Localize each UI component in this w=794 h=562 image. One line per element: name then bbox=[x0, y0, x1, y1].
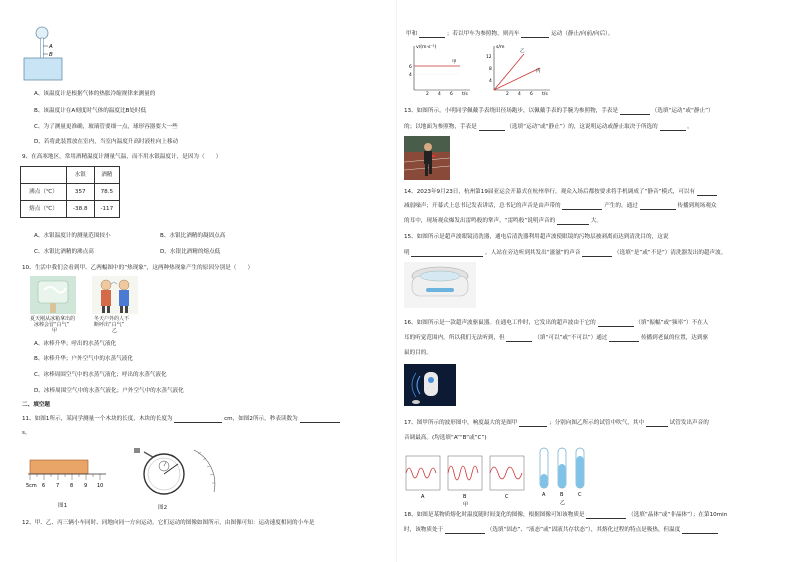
q14-text3: 产生的，通过 bbox=[604, 203, 638, 209]
q13-blank2[interactable] bbox=[479, 125, 505, 131]
wave-label-c: C bbox=[505, 494, 509, 500]
q17-blank1[interactable] bbox=[519, 421, 547, 427]
q13-text5: 。 bbox=[687, 124, 693, 130]
popsicle-image bbox=[30, 276, 76, 314]
ruler-tick-9: 9 bbox=[84, 483, 88, 489]
q14-text5: 的耳中，现场观众爆发出雷鸣般的掌声，“雷鸣般”说明声音的 bbox=[404, 218, 556, 224]
tube-label-b: B bbox=[560, 492, 564, 498]
q12-cont-text2: ；若以甲车为参照物，则丙车 bbox=[446, 31, 520, 37]
q9-option-a: A、水银温度计的测量范围较小 bbox=[34, 233, 111, 239]
q15-text2: 。人站在旁边听到其发出“滋滋”的声音 bbox=[485, 250, 581, 256]
q16-text3: 耳的听觉范围内，所以我们无法听到，但 bbox=[404, 335, 505, 341]
q10-caption-jia-1: 夏天刚从冰箱拿出的 bbox=[30, 316, 76, 322]
q11-unit-text: cm，如图2所示，秒表读数为 bbox=[224, 416, 298, 422]
vt-xtick-2: 2 bbox=[426, 92, 429, 96]
q12-stem: 12、甲、乙、丙三辆小车同时、同地向同一方向运动，它们运动的图像如图所示，由图像可知：运动速度相同的小车是 bbox=[22, 520, 315, 526]
q18-line2 bbox=[404, 527, 718, 534]
q15-line2 bbox=[404, 250, 726, 257]
column-divider bbox=[396, 0, 397, 562]
table-header-mercury: 水银 bbox=[66, 167, 94, 184]
test-tubes-figure bbox=[536, 446, 590, 508]
outdoor-breath-image bbox=[92, 276, 138, 314]
st-graph bbox=[484, 42, 554, 96]
q13-blank3[interactable] bbox=[660, 125, 686, 131]
ruler-tick-10: 10 bbox=[97, 483, 104, 489]
label-b: B bbox=[49, 52, 53, 58]
q12-cont-text3: 运动（静止/向前/向后）。 bbox=[551, 31, 614, 37]
q12-continuation bbox=[406, 31, 614, 38]
st-ytick-12: 12 bbox=[486, 55, 492, 60]
q14-blank4[interactable] bbox=[557, 219, 589, 225]
row-boiling-alcohol: 78.5 bbox=[94, 184, 119, 201]
q11-length-blank[interactable] bbox=[174, 417, 222, 423]
row-boiling-label: 沸点（℃） bbox=[21, 184, 67, 201]
q16-blank2[interactable] bbox=[506, 336, 532, 342]
row-melting-alcohol: -117 bbox=[94, 201, 119, 218]
st-series-bing: 丙 bbox=[536, 69, 541, 74]
q11-line1 bbox=[22, 416, 340, 423]
q9-option-b: B、水银比酒精的凝固点高 bbox=[160, 233, 226, 239]
q13-text2: （选填“运动”或“静止”） bbox=[651, 108, 714, 114]
vt-xtick-4: 4 bbox=[438, 92, 441, 96]
tube-label-a: A bbox=[542, 492, 546, 498]
q9-option-c: C、水银比酒精的沸点高 bbox=[34, 249, 94, 255]
q17-line1 bbox=[404, 420, 709, 427]
wave-group-label: 甲 bbox=[463, 502, 469, 508]
q10-caption-yi-label: 乙 bbox=[112, 328, 118, 334]
q8-option-b: B、该温度计在A刻度时气体的温度比B处时低 bbox=[34, 108, 147, 114]
ruler-figure bbox=[26, 456, 108, 500]
q10-caption-yi-2: 断呼出“白气” bbox=[94, 322, 125, 328]
q16-text4: （填“可以”或“不可以”）通过 bbox=[534, 335, 608, 341]
q18-blank2[interactable] bbox=[445, 528, 485, 534]
q13-text1: 13、如图所示，小明同学佩戴手表绕田径场跑步，以佩戴手表的手腕为参照物，手表是 bbox=[404, 108, 619, 114]
st-xtick-2: 2 bbox=[506, 92, 509, 96]
q10-option-d: D、冰棒周围空气中的水蒸气液化；户外空气中的水蒸气液化 bbox=[34, 388, 184, 394]
st-ytick-4: 4 bbox=[489, 79, 492, 84]
q16-text5: 传播到老鼠的位置，达到驱 bbox=[640, 335, 709, 341]
q16-blank3[interactable] bbox=[609, 336, 639, 342]
q10-caption-jia-label: 甲 bbox=[52, 328, 58, 334]
q16-line2 bbox=[404, 335, 708, 342]
ruler-label: 5cm bbox=[26, 483, 37, 489]
st-xlabel: t/s bbox=[542, 92, 548, 96]
ruler-tick-7: 7 bbox=[56, 483, 60, 489]
q14-text2: 减弱噪声；开幕式上总书记发表讲话，总书记的声音是由声带的 bbox=[404, 203, 561, 209]
tube-label-c: C bbox=[578, 492, 582, 498]
q18-text4: （选填“固态”、“液态”或“固液共存状态”），其熔化过程的特点是吸热，但温度 bbox=[486, 527, 681, 533]
q12-motion-blank[interactable] bbox=[521, 32, 549, 38]
table-header-empty bbox=[21, 167, 67, 184]
q17-blank2[interactable] bbox=[646, 421, 668, 427]
q10-option-b: B、冰棒升华；户外空气中的水蒸气液化 bbox=[34, 356, 133, 362]
vt-series-jia: 甲 bbox=[452, 60, 457, 65]
q17-text1: 17、图甲所示的波形图中，响度最大的是图甲 bbox=[404, 420, 518, 426]
q14-line2 bbox=[404, 203, 717, 210]
q18-text2: （选填“晶体”或“非晶体”）；在第10min bbox=[628, 512, 728, 518]
q14-line1 bbox=[404, 189, 717, 196]
ultrasonic-cleaner-image bbox=[404, 262, 476, 308]
waveform-figure bbox=[404, 454, 534, 508]
q17-text2: ；分别向图乙所示的试管中吹气，其中 bbox=[548, 420, 645, 426]
vt-ytick-4: 4 bbox=[409, 73, 412, 78]
q13-text4: （选填“运动”或“静止”）的，这说明运动或静止取决于所选的 bbox=[506, 124, 658, 130]
q8-option-d: D、若将此装置放在室内，当室内温度升高时液柱向上移动 bbox=[34, 139, 179, 145]
gas-thermometer-figure bbox=[18, 26, 78, 84]
fig1-label: 图1 bbox=[58, 503, 68, 509]
q9-stem: 9、在高寒地区，常用酒精温度计测量气温，而不用水银温度计，是因为（ ） bbox=[22, 154, 222, 160]
label-a: A bbox=[49, 44, 53, 50]
q18-line1 bbox=[404, 512, 727, 519]
st-ylabel: s/m bbox=[496, 45, 505, 50]
q18-text1: 18、如图是某物质熔化时温度随时间变化的图像，根据图像可知该物质是 bbox=[404, 512, 585, 518]
q12-same-speed-blank[interactable] bbox=[419, 32, 445, 38]
q10-caption-jia-2: 冰棒会冒“白气” bbox=[34, 322, 70, 328]
q13-line1 bbox=[404, 108, 714, 115]
q16-line1 bbox=[404, 320, 708, 327]
q10-caption-yi-1: 冬天户外的人不 bbox=[94, 316, 130, 322]
wave-label-b: B bbox=[463, 494, 467, 500]
section-fill-in-title: 二、填空题 bbox=[22, 402, 50, 408]
q11-line2: s。 bbox=[22, 430, 31, 436]
tube-group-label: 乙 bbox=[560, 500, 566, 506]
q18-blank1[interactable] bbox=[586, 513, 626, 519]
row-melting-label: 熔点（℃） bbox=[21, 201, 67, 218]
st-xtick-6: 6 bbox=[530, 92, 533, 96]
q8-option-a: A、该温度计是根据气体的热胀冷缩规律来测量的 bbox=[34, 91, 156, 97]
vt-xlabel: t/s bbox=[462, 92, 468, 96]
q13-blank1[interactable] bbox=[620, 109, 650, 115]
vt-ytick-6: 6 bbox=[409, 65, 412, 70]
q15-blank2[interactable] bbox=[582, 251, 612, 257]
q15-text3: （选填“是”或“不是”）清洗器发出的超声波。 bbox=[614, 250, 727, 256]
q14-blank3[interactable] bbox=[640, 204, 676, 210]
q13-line2 bbox=[404, 124, 693, 131]
q8-option-c: C、为了测量更准确，玻璃管要细一点，球形容器要大一些 bbox=[34, 124, 178, 130]
q10-stem: 10、生活中我们会看到甲、乙两幅图中的“热现象”，这两种热现象产生的原因分别是（ ） bbox=[22, 265, 254, 271]
st-xtick-4: 4 bbox=[518, 92, 521, 96]
st-series-yi: 乙 bbox=[520, 49, 525, 54]
q16-line3: 鼠的目的。 bbox=[404, 350, 432, 356]
q16-blank1[interactable] bbox=[598, 321, 634, 327]
table-header-alcohol: 酒精 bbox=[94, 167, 119, 184]
fig2-label: 图2 bbox=[158, 505, 168, 511]
vt-xtick-6: 6 bbox=[450, 92, 453, 96]
q14-text1: 14、2023年9月23日，杭州第19届亚运会开幕式在杭州举行。观众入场后都按要求将手机调成了“静音”模式，可以有 bbox=[404, 189, 696, 195]
q16-text2: （填“振幅”或“频率”）不在人 bbox=[635, 320, 709, 326]
q13-text3: 的；以地面为参照物，手表是 bbox=[404, 124, 477, 130]
vt-ylabel: v/(m·s⁻¹) bbox=[416, 45, 437, 50]
wave-label-a: A bbox=[421, 494, 425, 500]
ruler-tick-8: 8 bbox=[70, 483, 74, 489]
runner-photo bbox=[404, 136, 450, 180]
q15-text1: 明 bbox=[404, 250, 410, 256]
q9-data-table bbox=[20, 166, 120, 218]
q18-blank3[interactable] bbox=[682, 528, 718, 534]
q10-option-a: A、冰棒升华；呼出的水蒸气液化 bbox=[34, 341, 117, 347]
q15-blank1[interactable] bbox=[411, 251, 483, 257]
q14-blank2[interactable] bbox=[562, 204, 602, 210]
q12-cont-text: 甲和 bbox=[406, 31, 418, 37]
vt-graph bbox=[404, 42, 474, 96]
row-melting-mercury: -38.8 bbox=[66, 201, 94, 218]
q14-blank1[interactable] bbox=[697, 190, 717, 196]
q17-text3: 试管发出声音的 bbox=[669, 420, 709, 426]
q15-line1: 15、如图所示是超声波眼镜清洗器，通电后清洗器利用超声波使眼镜的污物层被剥离而达到清洗目的，这说 bbox=[404, 234, 669, 240]
q9-option-d: D、水银比酒精的熔点低 bbox=[160, 249, 221, 255]
q18-text3: 时，该物质处于 bbox=[404, 527, 444, 533]
row-boiling-mercury: 357 bbox=[66, 184, 94, 201]
q11-text: 11、如图1所示，某同学测量一个木块的长度，木块的长度为 bbox=[22, 416, 173, 422]
ruler-tick-6: 6 bbox=[42, 483, 46, 489]
q10-option-c: C、冰棒周围空气中的水蒸气液化；呼出的水蒸气液化 bbox=[34, 372, 167, 378]
q14-text4: 传播到现场观众 bbox=[677, 203, 717, 209]
mouse-repeller-image bbox=[404, 364, 456, 406]
st-ytick-8: 8 bbox=[489, 67, 492, 72]
q11-stopwatch-blank[interactable] bbox=[300, 417, 340, 423]
q14-text6: 大。 bbox=[590, 218, 602, 224]
q17-line2: 音调最高。(均选填“A”“B”或“C”) bbox=[404, 435, 487, 441]
q14-line3 bbox=[404, 218, 602, 225]
stopwatch-figure bbox=[124, 446, 224, 504]
q16-text1: 16、如图所示是一款超声波驱鼠器。在通电工作时，它发出的超声波由于它的 bbox=[404, 320, 596, 326]
